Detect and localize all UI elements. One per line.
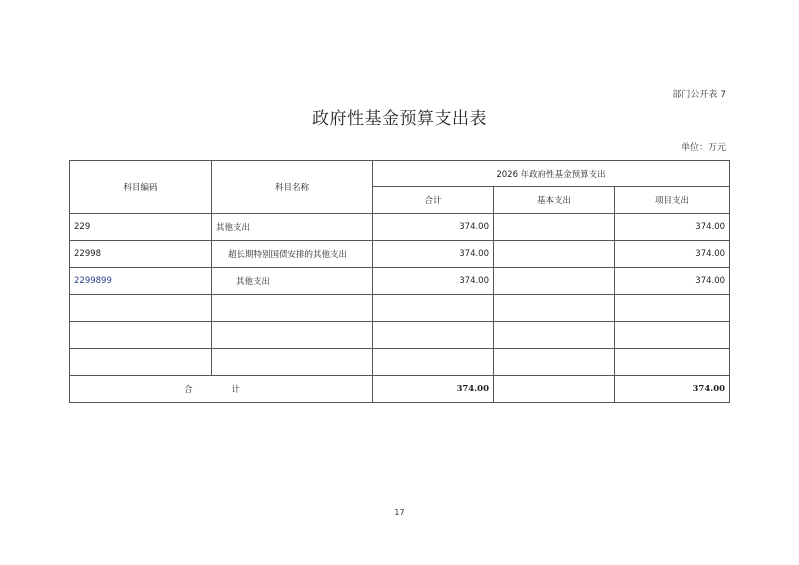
cell-project: 374.00: [615, 268, 730, 295]
table-row: [70, 268, 730, 295]
total-basic: [494, 376, 615, 403]
empty-row: [70, 349, 730, 376]
header-name: 科目名称: [212, 161, 373, 214]
cell-total: 374.00: [373, 214, 494, 241]
cell-basic: [494, 241, 615, 268]
header-basic: 基本支出: [494, 187, 615, 214]
document-tag: 部门公开表 7: [672, 90, 726, 100]
cell-total: 374.00: [373, 268, 494, 295]
header-project: 项目支出: [615, 187, 730, 214]
header-group: 2026 年政府性基金预算支出: [373, 161, 730, 187]
budget-table: [69, 160, 730, 403]
cell-project: 374.00: [615, 241, 730, 268]
cell-code: 229: [70, 214, 212, 241]
empty-row: [70, 322, 730, 349]
page-number: 17: [394, 508, 405, 517]
table-row: [70, 214, 730, 241]
total-row: [70, 376, 730, 403]
header-code: 科目编码: [70, 161, 212, 214]
cell-name: 超长期特别国债安排的其他支出: [212, 241, 373, 268]
total-project: 374.00: [615, 376, 730, 403]
cell-code: 22998: [70, 241, 212, 268]
cell-name: 其他支出: [212, 214, 373, 241]
cell-code: 2299899: [70, 268, 212, 295]
cell-project: 374.00: [615, 214, 730, 241]
table-row: [70, 241, 730, 268]
cell-basic: [494, 214, 615, 241]
cell-name: 其他支出: [212, 268, 373, 295]
total-label: 合 计: [70, 376, 373, 403]
cell-total: 374.00: [373, 241, 494, 268]
total-total: 374.00: [373, 376, 494, 403]
cell-basic: [494, 268, 615, 295]
page-title: 政府性基金预算支出表: [312, 109, 487, 129]
unit-label: 单位：万元: [680, 143, 726, 153]
empty-row: [70, 295, 730, 322]
header-total: 合计: [373, 187, 494, 214]
